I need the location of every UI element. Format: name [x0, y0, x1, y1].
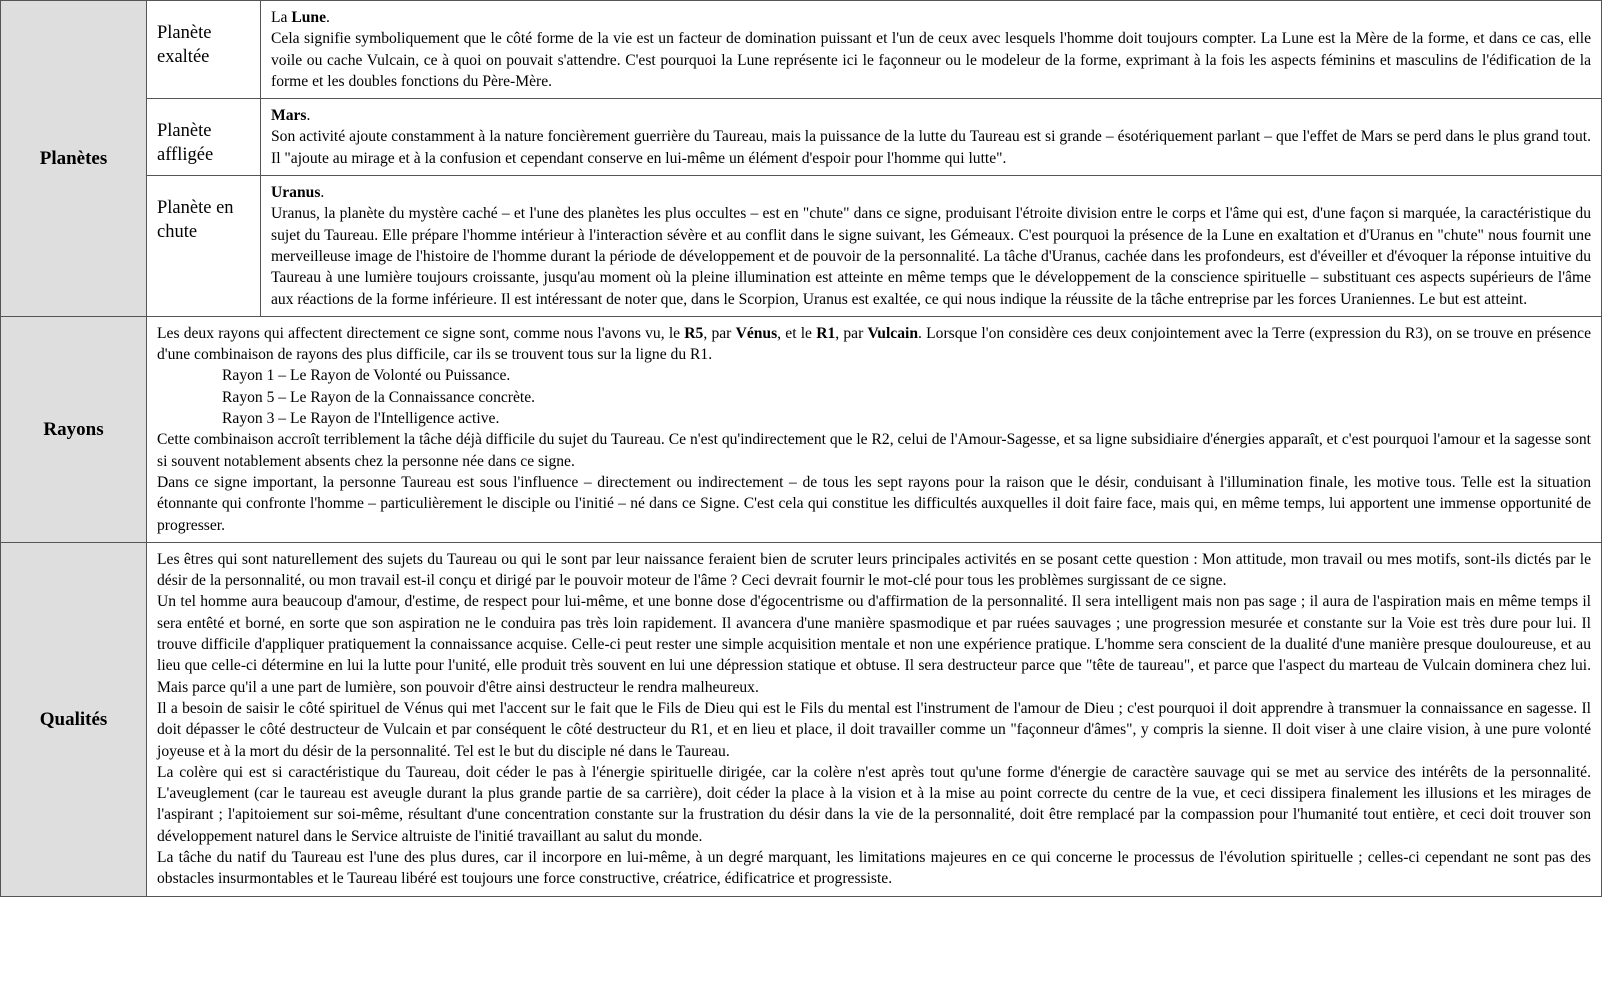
label-planete-affligee: Planète affligée — [147, 99, 261, 176]
rayon-list-item: Rayon 1 – Le Rayon de Volonté ou Puissance. — [222, 367, 511, 385]
rayons-intro: Les deux rayons qui affectent directement ce signe sont, comme nous l'avons vu, le R5, par Vénus, et le R1, par Vulcain. Lorsque l'on considère ces deux conjointement avec la Terre (expression du R3), on se trouve en présence d'une combinaison de rayons des plus difficile, car ils se trouvent tous sur la ligne du R1. — [157, 324, 1592, 364]
rayons-paragraph: Dans ce signe important, la personne Taureau est sous l'influence – directement ou indirectement – de tous les sept rayons pour la raison que le désir, conduisant à l'illumination finale, les motive tous. Telle est la situation étonnante qui confronte l'homme – particulièrement le disciple ou l'initié – né dans ce Signe. C'est cela qui constitue les difficultés auxquelles il doit faire face, mais qui, en même temps, lui apportent une immense opportunité de progresser. — [157, 473, 1591, 534]
rayons-paragraph: Cette combinaison accroît terriblement la tâche déjà difficile du sujet du Taureau. Ce n'est qu'indirectement que le R2, celui de l'Amour-Sagesse, et sa ligne subsidiaire d'énergies apparaît, et c'est pourquoi l'amour et la sagesse sont si souvent notablement absents chez la personne née dans ce signe. — [157, 431, 1591, 470]
cell-planete-chute: Uranus. Uranus, la planète du mystère caché – et l'une des planètes les plus occultes – est en "chute" dans ce signe, produisant l'étroite division entre le corps et l'âme qui est, d'une façon si marquée, la caractéristique du sujet du Taureau. Elle prépare l'homme intérieur à l'interaction sévère et au conflit dans le signe suivant, les Gémeaux. C'est pourquoi la présence de la Lune en exaltation et d'Uranus en "chute" nous fournit une merveilleuse image de l'histoire de l'homme durant la période de développement et de pouvoir de la personnalité. La tâche d'Uranus, cachée dans les profondeurs, est d'éveiller et d'évoquer la réponse intuitive du Taureau à une lumière toujours croissante, jusqu'au moment où la pleine illumination est atteinte en même temps que le développement de la conscience spirituelle – substituant ces aspects supérieurs de l'âme aux réactions de la forme inférieure. Il est intéressant de noter que, dans le Scorpion, Uranus est exaltée, ce qui nous indique la réussite de la tâche entreprise par les forces Uraniennes. Le but est atteint. — [261, 176, 1602, 317]
cell-qualites — [147, 542, 1602, 896]
cell-rayons — [147, 316, 1602, 542]
planetes-row-affligee — [1, 99, 1602, 176]
qualites-paragraph: La colère qui est si caractéristique du Taureau, doit céder le pas à l'énergie spirituelle dirigée, car la colère n'est après tout qu'une forme d'énergie de caractère sauvage qui se met au service des intérêts de la personnalité. L'aveuglement (car le taureau est aveugle durant la plus grande partie de sa carrière), doit céder la place à la vision et à la mise au point correcte du centre de la vue, et ceci dissipera finalement les illusions et les mirages de l'aspirant ; l'apitoiement sur soi-même, résultant d'une concentration constante sur la frustration du désir dans la vie de la personnalité, doit être remplacé par la compassion pour l'humanité tout entière, et ceci doit trouver son développement naturel dans le Service altruiste de l'initié travaillant au salut du monde. — [157, 763, 1591, 845]
rayon-list-item: Rayon 5 – Le Rayon de la Connaissance concrète. — [222, 388, 536, 406]
planetes-row-chute — [1, 176, 1602, 317]
planet-name-lune: Lune — [291, 9, 327, 26]
rayons-row — [1, 316, 1602, 542]
qualites-paragraph: Les êtres qui sont naturellement des sujets du Taureau ou qui le sont par leur naissance feraient bien de scruter leurs principales activités en se posant cette question : Mon attitude, mon travail ou mes motifs, sont-ils dictés par le désir de la personnalité, ou mon travail est-il conçu et dirigé par le pouvoir moteur de l'âme ? Ceci devrait fournir le mot-clé pour tous les problèmes surgissant de ce signe. — [157, 550, 1591, 590]
planet-name-mars: Mars — [271, 107, 307, 125]
qualites-paragraph: La tâche du natif du Taureau est l'une des plus dures, car il incorpore en lui-même, à un degré marquant, les limitations majeures en ce qui concerne le processus de l'évolution spirituelle ; celles-ci cependant ne sont pas des obstacles insurmontables et le Taureau libéré est toujours une force constructive, créatrice, édificatrice et progressiste. — [157, 848, 1591, 888]
cell-planete-affligee: Mars. Son activité ajoute constamment à la nature foncièrement guerrière du Taureau, mais la puissance de la lutte du Taureau est si grande – ésotériquement parlant – que l'effet de Mars se perd dans le plus grand tout. Il "ajoute au mirage et à la confusion et cependant conserve en lui-même un élément d'espoir pour l'homme qui lutte". — [261, 99, 1602, 176]
planet-name-uranus: Uranus — [271, 184, 321, 202]
text-planete-exaltee: Cela signifie symboliquement que le côté forme de la vie est un facteur de domination puissant et l'un de ceux avec lesquels l'homme doit toujours compter. La Lune est la Mère de la forme, et dans ce cas, elle voile ou cache Vulcain, ce à quoi on pouvait s'attendre. C'est pourquoi la Lune représente ici le façonneur ou le modeleur de la forme, exprimant à la fois les aspects féminins et masculins de l'édification de la forme et les doubles fonctions du Père-Mère. — [271, 30, 1591, 90]
qualites-paragraph: Il a besoin de saisir le côté spirituel de Vénus qui met l'accent sur le fait que le Fils de Dieu qui est le Fils du mental est l'instrument de l'amour de Dieu ; c'est pourquoi il doit apprendre à transmuer la connaissance en sagesse. Il doit dépasser le côté destructeur de Vulcain et par conséquent le côté destructeur du R1, et en lieu et place, il doit travailler comme un "façonneur d'âmes", y compris la sienne. Il doit viser à une claire vision, à une pure volonté joyeuse et à la mort du désir de la personnalité. Tel est le but du disciple né dans le Taureau. — [157, 699, 1591, 760]
text-planete-chute: Uranus, la planète du mystère caché – et l'une des planètes les plus occultes – est en "chute" dans ce signe, produisant l'étroite division entre le corps et l'âme qui est, d'une façon si marquée, la caractéristique du sujet du Taureau. Elle prépare l'homme intérieur à l'interaction sévère et au conflit dans le signe suivant, les Gémeaux. C'est pourquoi la présence de la Lune en exaltation et d'Uranus en "chute" nous fournit une merveilleuse image de l'histoire de l'homme durant la période de développement et de pouvoir de la personnalité. La tâche d'Uranus, cachée dans les profondeurs, est d'éveiller et d'évoquer la réponse intuitive du Taureau à une lumière toujours croissante, jusqu'au moment où la pleine illumination est atteinte en même temps que le développement de la conscience spirituelle – substituant ces aspects supérieurs de l'âme aux réactions de la forme inférieure. Il est intéressant de noter que, dans le Scorpion, Uranus est exaltée, ce qui nous indique la réussite de la tâche entreprise par les forces Uraniennes. Le but est atteint. — [271, 205, 1591, 308]
text-planete-affligee: Son activité ajoute constamment à la nature foncièrement guerrière du Taureau, mais la puissance de la lutte du Taureau est si grande – ésotériquement parlant – que l'effet de Mars se perd dans le plus grand tout. Il "ajoute au mirage et à la confusion et cependant conserve en lui-même un élément d'espoir pour l'homme qui lutte". — [271, 128, 1591, 167]
section-title-rayons: Rayons — [1, 316, 147, 542]
planetes-row-exaltee — [1, 1, 1602, 99]
label-planete-chute: Planète en chute — [147, 176, 261, 317]
section-title-qualites: Qualités — [1, 542, 147, 896]
cell-planete-exaltee: La Lune. Cela signifie symboliquement que le côté forme de la vie est un facteur de domination puissant et l'un de ceux avec lesquels l'homme doit toujours compter. La Lune est la Mère de la forme, et dans ce cas, elle voile ou cache Vulcain, ce à quoi on pouvait s'attendre. C'est pourquoi la Lune représente ici le façonneur ou le modeleur de la forme, exprimant à la fois les aspects féminins et masculins de l'édification de la forme et les doubles fonctions du Père-Mère. — [261, 1, 1602, 99]
label-planete-exaltee: Planète exaltée — [147, 1, 261, 99]
qualites-paragraph: Un tel homme aura beaucoup d'amour, d'estime, de respect pour lui-même, et une bonne dose d'égocentrisme ou d'affirmation de la personnalité. Il sera intelligent mais non pas sage ; il aura de l'aspiration mais en même temps il sera entêté et borné, en sorte que son aspiration ne le conduira pas très loin rapidement. Il avancera d'une manière spasmodique et par ruées sauvages ; une progression mesurée et constante sur la Voie est très dure pour lui. Il trouve difficile d'appliquer pratiquement la connaissance acquise. Celle-ci peut rester une simple acquisition mentale et non une expérience pratique. L'homme sera conscient de la dualité d'une manière presque douloureuse, et au lieu que celle-ci détermine en lui la lutte pour l'unité, elle produit très souvent en lui une dépression statique et obtuse. Il sera destructeur parce que "tête de taureau", et parce que l'aspect du marteau de Vulcain dominera chez lui. Mais parce qu'il a une part de lumière, son pouvoir d'être ainsi destructeur le rendra malheureux. — [157, 593, 1591, 696]
qualites-row — [1, 542, 1602, 896]
section-title-planetes: Planètes — [1, 1, 147, 317]
rayon-list-item: Rayon 3 – Le Rayon de l'Intelligence active. — [222, 410, 500, 428]
